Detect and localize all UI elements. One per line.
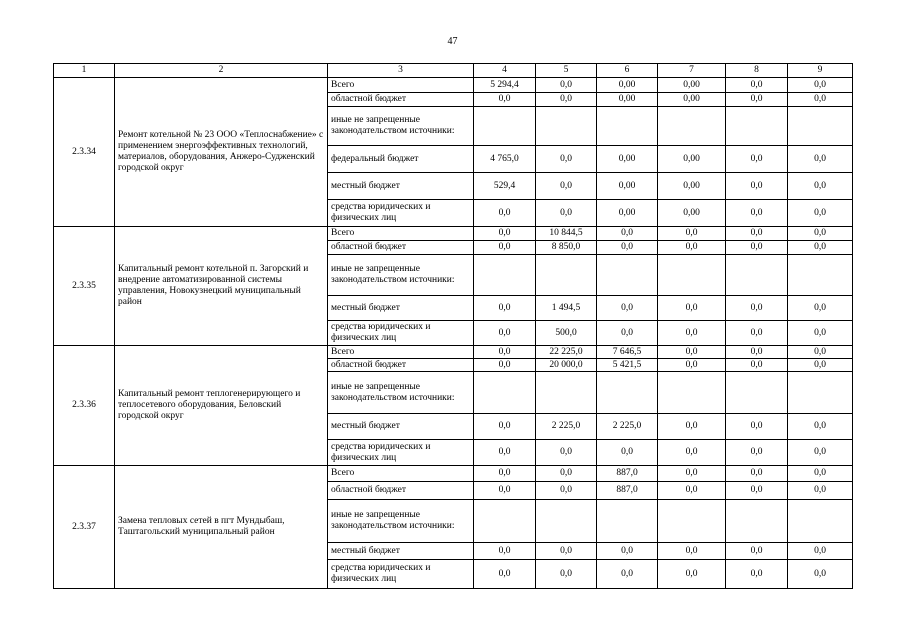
value-cell: 0,0 [474, 241, 536, 255]
value-cell [474, 107, 536, 146]
value-cell: 0,0 [788, 241, 853, 255]
value-cell: 5 294,4 [474, 78, 536, 93]
source-label: иные не запрещенные законодательством источники: [328, 107, 474, 146]
value-cell: 0,0 [536, 78, 597, 93]
header-row [54, 64, 853, 78]
value-cell: 0,0 [788, 321, 853, 346]
value-cell: 0,0 [658, 466, 726, 482]
value-cell [536, 255, 597, 296]
source-label: областной бюджет [328, 359, 474, 372]
value-cell: 0,0 [474, 560, 536, 589]
source-label: местный бюджет [328, 296, 474, 321]
value-cell: 0,0 [788, 146, 853, 173]
value-cell: 0,0 [474, 359, 536, 372]
header-cell: 7 [658, 64, 726, 78]
value-cell: 0,0 [726, 200, 788, 227]
value-cell: 0,0 [658, 346, 726, 359]
source-label: средства юридических и физических лиц [328, 440, 474, 466]
value-cell: 0,0 [788, 359, 853, 372]
value-cell: 0,00 [658, 78, 726, 93]
value-cell: 0,0 [536, 146, 597, 173]
value-cell: 5 421,5 [597, 359, 658, 372]
source-label: областной бюджет [328, 241, 474, 255]
value-cell: 0,0 [788, 78, 853, 93]
value-cell [788, 107, 853, 146]
page-number: 47 [447, 36, 458, 47]
value-cell [597, 255, 658, 296]
value-cell: 0,0 [726, 560, 788, 589]
value-cell: 0,0 [474, 543, 536, 560]
value-cell: 0,0 [474, 346, 536, 359]
value-cell: 0,0 [658, 440, 726, 466]
value-cell: 0,0 [658, 560, 726, 589]
value-cell [658, 107, 726, 146]
value-cell: 2 225,0 [597, 414, 658, 440]
value-cell: 0,0 [726, 241, 788, 255]
value-cell: 0,0 [597, 241, 658, 255]
value-cell: 0,0 [788, 200, 853, 227]
value-cell: 0,0 [474, 93, 536, 107]
value-cell [474, 372, 536, 414]
value-cell: 0,0 [726, 78, 788, 93]
value-cell: 0,0 [726, 146, 788, 173]
value-cell [474, 500, 536, 543]
value-cell: 0,00 [658, 93, 726, 107]
value-cell: 0,0 [474, 296, 536, 321]
value-cell: 0,0 [658, 241, 726, 255]
value-cell [536, 500, 597, 543]
source-label: местный бюджет [328, 414, 474, 440]
value-cell: 0,0 [788, 560, 853, 589]
value-cell: 0,0 [597, 227, 658, 241]
value-cell: 529,4 [474, 173, 536, 200]
value-cell: 0,0 [536, 482, 597, 500]
value-cell: 0,00 [597, 146, 658, 173]
source-label: областной бюджет [328, 482, 474, 500]
value-cell: 0,0 [536, 93, 597, 107]
value-cell: 0,0 [597, 543, 658, 560]
value-cell: 0,0 [788, 482, 853, 500]
value-cell: 0,0 [597, 321, 658, 346]
value-cell: 0,0 [474, 466, 536, 482]
item-code: 2.3.34 [54, 78, 115, 227]
value-cell: 0,0 [726, 440, 788, 466]
value-cell: 0,0 [597, 296, 658, 321]
source-label: Всего [328, 466, 474, 482]
source-label: Всего [328, 227, 474, 241]
value-cell: 0,0 [536, 466, 597, 482]
value-cell [658, 372, 726, 414]
value-cell: 0,0 [536, 440, 597, 466]
value-cell: 0,00 [597, 173, 658, 200]
value-cell: 0,0 [474, 482, 536, 500]
value-cell [788, 372, 853, 414]
source-label: местный бюджет [328, 543, 474, 560]
source-label: иные не запрещенные законодательством источники: [328, 372, 474, 414]
source-label: местный бюджет [328, 173, 474, 200]
value-cell: 0,0 [726, 543, 788, 560]
value-cell [726, 255, 788, 296]
value-cell: 0,0 [474, 440, 536, 466]
header-cell: 9 [788, 64, 853, 78]
value-cell: 0,0 [788, 414, 853, 440]
item-name: Ремонт котельной № 23 ООО «Теплоснабжение» с применением энергоэффективных технологий, материалов, оборудования, Анжеро-Судженский городской округ [115, 78, 328, 227]
item-name: Капитальный ремонт котельной п. Загорский и внедрение автоматизированной системы управления, Новокузнецкий муниципальный район [115, 227, 328, 346]
value-cell: 0,0 [726, 414, 788, 440]
value-cell: 4 765,0 [474, 146, 536, 173]
budget-table [53, 63, 853, 589]
header-cell: 3 [328, 64, 474, 78]
value-cell: 0,0 [658, 227, 726, 241]
value-cell [658, 255, 726, 296]
value-cell: 0,0 [788, 440, 853, 466]
value-cell [726, 107, 788, 146]
value-cell: 10 844,5 [536, 227, 597, 241]
value-cell: 0,0 [726, 173, 788, 200]
source-label: Всего [328, 78, 474, 93]
value-cell [597, 500, 658, 543]
value-cell: 20 000,0 [536, 359, 597, 372]
header-cell: 5 [536, 64, 597, 78]
value-cell: 0,0 [658, 543, 726, 560]
value-cell: 8 850,0 [536, 241, 597, 255]
value-cell: 0,0 [474, 200, 536, 227]
value-cell: 887,0 [597, 466, 658, 482]
value-cell: 0,0 [726, 466, 788, 482]
value-cell: 0,0 [726, 296, 788, 321]
value-cell: 887,0 [597, 482, 658, 500]
value-cell: 0,0 [597, 560, 658, 589]
value-cell: 0,0 [474, 414, 536, 440]
value-cell: 0,0 [536, 560, 597, 589]
value-cell: 0,0 [726, 93, 788, 107]
value-cell: 7 646,5 [597, 346, 658, 359]
value-cell: 0,0 [536, 173, 597, 200]
value-cell: 22 225,0 [536, 346, 597, 359]
value-cell [788, 500, 853, 543]
table-row [54, 466, 853, 482]
item-name: Замена тепловых сетей в пгт Мундыбаш, Таштагольский муниципальный район [115, 466, 328, 589]
value-cell [536, 107, 597, 146]
value-cell: 0,0 [474, 227, 536, 241]
value-cell: 0,0 [726, 346, 788, 359]
value-cell: 0,0 [597, 440, 658, 466]
value-cell: 0,0 [788, 466, 853, 482]
value-cell: 0,0 [474, 321, 536, 346]
value-cell: 0,0 [788, 93, 853, 107]
header-cell: 2 [115, 64, 328, 78]
value-cell [726, 500, 788, 543]
table-row [54, 346, 853, 359]
value-cell: 2 225,0 [536, 414, 597, 440]
header-cell: 4 [474, 64, 536, 78]
value-cell [726, 372, 788, 414]
value-cell: 0,0 [726, 227, 788, 241]
value-cell: 0,00 [658, 200, 726, 227]
table-row [54, 227, 853, 241]
value-cell: 0,0 [726, 359, 788, 372]
header-cell: 8 [726, 64, 788, 78]
value-cell: 0,0 [788, 543, 853, 560]
value-cell: 500,0 [536, 321, 597, 346]
value-cell [597, 372, 658, 414]
value-cell [536, 372, 597, 414]
value-cell: 0,0 [726, 482, 788, 500]
source-label: иные не запрещенные законодательством источники: [328, 255, 474, 296]
value-cell [658, 500, 726, 543]
value-cell [474, 255, 536, 296]
header-cell: 6 [597, 64, 658, 78]
value-cell: 0,00 [597, 78, 658, 93]
value-cell: 1 494,5 [536, 296, 597, 321]
table-row [54, 78, 853, 93]
value-cell: 0,0 [788, 296, 853, 321]
value-cell [788, 255, 853, 296]
source-label: федеральный бюджет [328, 146, 474, 173]
value-cell: 0,00 [658, 146, 726, 173]
header-cell: 1 [54, 64, 115, 78]
value-cell: 0,0 [726, 321, 788, 346]
value-cell: 0,0 [658, 359, 726, 372]
source-label: Всего [328, 346, 474, 359]
source-label: средства юридических и физических лиц [328, 200, 474, 227]
value-cell: 0,0 [658, 414, 726, 440]
value-cell: 0,0 [788, 227, 853, 241]
source-label: областной бюджет [328, 93, 474, 107]
value-cell: 0,0 [658, 482, 726, 500]
value-cell: 0,00 [597, 93, 658, 107]
value-cell: 0,0 [788, 173, 853, 200]
value-cell [597, 107, 658, 146]
value-cell: 0,0 [658, 321, 726, 346]
item-code: 2.3.36 [54, 346, 115, 466]
item-code: 2.3.35 [54, 227, 115, 346]
value-cell: 0,0 [658, 296, 726, 321]
item-name: Капитальный ремонт теплогенерирующего и теплосетевого оборудования, Беловский городской округ [115, 346, 328, 466]
value-cell: 0,0 [536, 543, 597, 560]
source-label: иные не запрещенные законодательством источники: [328, 500, 474, 543]
source-label: средства юридических и физических лиц [328, 560, 474, 589]
value-cell: 0,00 [658, 173, 726, 200]
value-cell: 0,0 [536, 200, 597, 227]
item-code: 2.3.37 [54, 466, 115, 589]
value-cell: 0,00 [597, 200, 658, 227]
source-label: средства юридических и физических лиц [328, 321, 474, 346]
value-cell: 0,0 [788, 346, 853, 359]
